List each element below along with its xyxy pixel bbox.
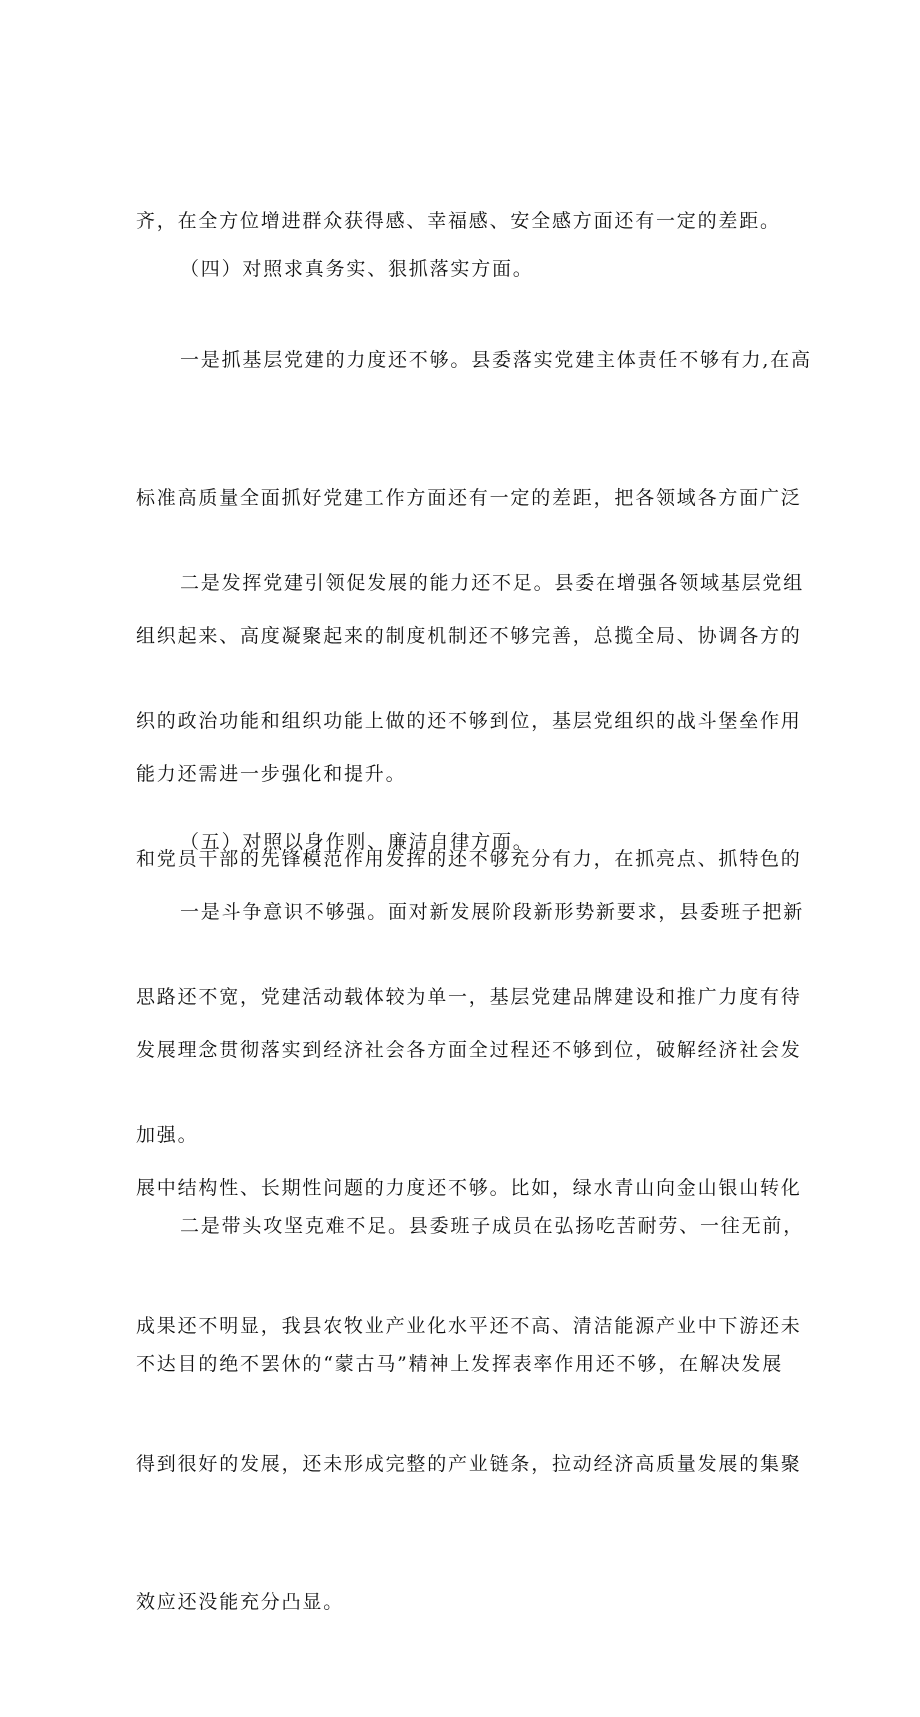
text-line: 加强。 (136, 1124, 199, 1146)
text-line: 组织起来、高度凝聚起来的制度机制还不够完善，总揽全局、协调各方的 (136, 625, 802, 647)
heading-text: （五）对照以身作则、廉洁自律方面。 (180, 831, 534, 853)
text-line: 展中结构性、长期性问题的力度还不够。比如，绿水青山向金山银山转化 (136, 1177, 802, 1199)
text-line: 能力还需进一步强化和提升。 (136, 763, 407, 785)
text-line: 和党员干部的先锋模范作用发挥的还不够充分有力，在抓亮点、抓特色的 (136, 848, 802, 870)
text-line: 成果还不明显，我县农牧业产业化水平还不高、清洁能源产业中下游还未 (136, 1315, 802, 1337)
text-line: 二是发挥党建引领促发展的能力还不足。县委在增强各领域基层党组 (180, 572, 805, 594)
text-line: 发展理念贯彻落实到经济社会各方面全过程还不够到位，破解经济社会发 (136, 1039, 802, 1061)
text-line: 齐，在全方位增进群众获得感、幸福感、安全感方面还有一定的差距。 (136, 210, 781, 232)
text-line: 不达目的绝不罢休的“蒙古马”精神上发挥表率作用还不够，在解决发展 (136, 1353, 784, 1375)
text-line: 效应还没能充分凸显。 (136, 1591, 345, 1613)
paragraph-tackling-difficulties (136, 1111, 805, 1479)
text-line: 得到很好的发展，还未形成完整的产业链条，拉动经济高质量发展的集聚 (136, 1453, 802, 1475)
heading-text: （四）对照求真务实、狠抓落实方面。 (180, 258, 534, 280)
text-line: 二是带头攻坚克难不足。县委班子成员在弘扬吃苦耐劳、一往无前， (180, 1215, 805, 1237)
text-line: 标准高质量全面抓好党建工作方面还有一定的差距，把各领域各方面广泛 (136, 487, 802, 509)
text-line: 思路还不宽，党建活动载体较为单一，基层党建品牌建设和推广力度有待 (136, 986, 802, 1008)
text-line: 一是抓基层党建的力度还不够。县委落实党建主体责任不够有力,在高 (180, 349, 812, 371)
text-line: 织的政治功能和组织功能上做的还不够到位，基层党组织的战斗堡垒作用 (136, 710, 802, 732)
text-line: 一是斗争意识不够强。面对新发展阶段新形势新要求，县委班子把新 (180, 901, 805, 923)
